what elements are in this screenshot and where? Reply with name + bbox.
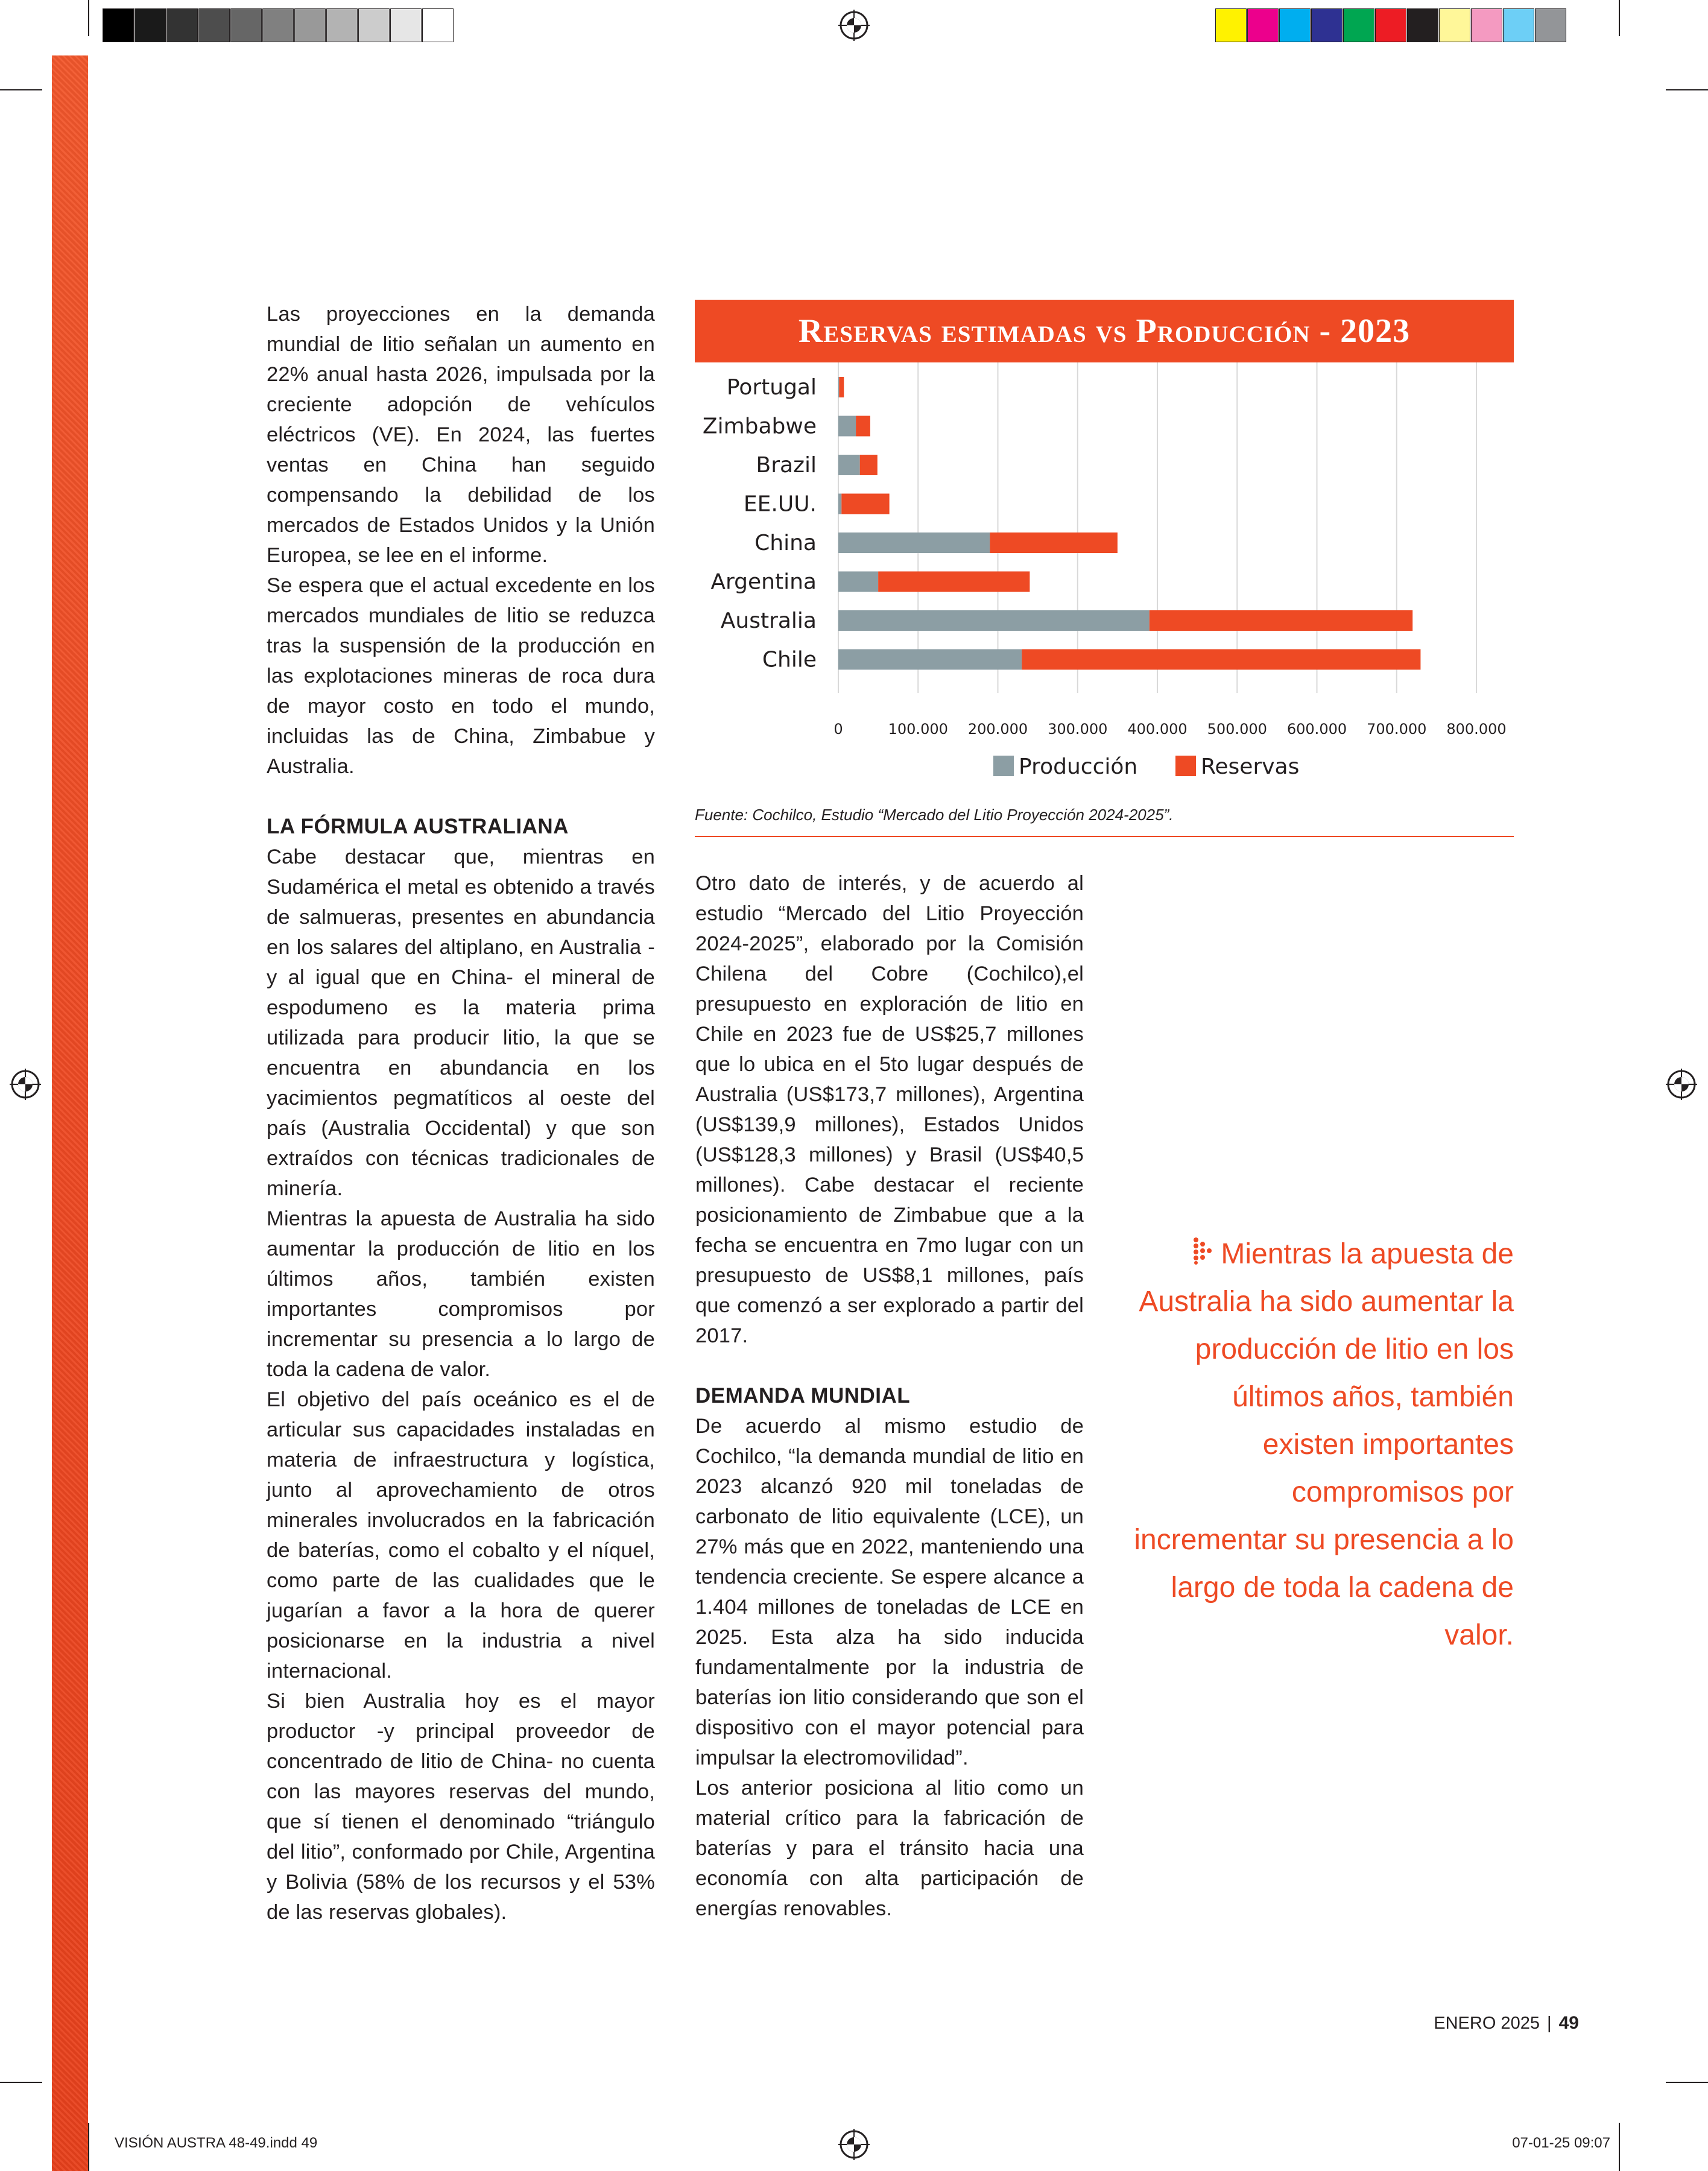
section-heading: LA FÓRMULA AUSTRALIANA (267, 815, 569, 838)
category-label: Brazil (756, 453, 817, 478)
crop-mark (1619, 2123, 1620, 2171)
bar-produccin-portugal (838, 377, 839, 397)
registration-mark-icon (1666, 1069, 1697, 1100)
body-paragraph: Otro dato de interés, y de acuerdo al estudio “Mercado del Litio Proyección 2024-2025”, elaborado por la Comisión Chilena del Cobre (Cochilco),el presupuesto en exploración de litio en Chile en 2023 fue de US$25,7 millones que lo ubica en el 5to lugar después de Australia (US$173,7 millones), Argentina (US$139,9 millones), Estados Unidos (US$128,3 millones) y Brasil (US$40,5 millones). Cabe destacar el reciente posicionamiento de Zimbabue que a la fecha se encuentra en 7mo lugar con un presupuesto de US$8,1 millones, país que comenzó a ser explorado a partir del 2017. (695, 872, 1084, 1347)
color-swatch (1247, 8, 1279, 42)
body-paragraph: Mientras la apuesta de Australia ha sido aumentar la producción de litio en los últimos años, también existen importantes compromisos por incrementar su presencia a lo largo de toda la cadena de valor. (267, 1207, 655, 1381)
x-tick-label: 0 (833, 721, 843, 738)
left-article-column (267, 299, 655, 1927)
legend-swatch (1175, 756, 1196, 776)
body-paragraph: Si bien Australia hoy es el mayor productor -y principal proveedor de concentrado de litio de China- no cuenta con las mayores reservas del mundo, que sí tienen el denominado “triángulo del litio”, conformado por Chile, Argentina y Bolivia (58% de los recursos y el 53% de las reservas globales). (267, 1690, 655, 1924)
crop-mark (88, 0, 89, 36)
category-label: EE.UU. (743, 491, 817, 517)
page-number: 49 (1558, 2013, 1579, 2033)
registration-mark-icon (10, 1069, 41, 1100)
bar-produccin-eeuu (838, 494, 841, 514)
legend-swatch (993, 756, 1014, 776)
x-tick-label: 400.000 (1127, 721, 1188, 738)
bar-reservas-argentina (878, 572, 1030, 592)
x-tick-label: 700.000 (1367, 721, 1427, 738)
gray-swatch (103, 8, 134, 42)
body-paragraph: Cabe destacar que, mientras en Sudamérica el metal es obtenido a través de salmueras, presentes en abundancia en los salares del altiplano, en Australia -y al igual que en China- el mineral de espodumeno es la materia prima utilizada para producir litio, la que se encuentra en abundancia en los yacimientos pegmatíticos al oeste del país (Australia Occidental) y que son extraídos con técnicas tradicionales de minería. (267, 845, 655, 1200)
divider (695, 836, 1514, 837)
category-label: China (754, 531, 817, 555)
chart-title: Reservas estimadas vs Producción - 2023 (695, 300, 1514, 362)
body-paragraph: Se espera que el actual excedente en los mercados mundiales de litio se reduzca tras la suspensión de la producción en las explotaciones mineras de roca dura de mayor costo en todo el mundo, incluidas las de China, Zimbabue y Australia. (267, 574, 655, 778)
page-footer (1434, 2013, 1579, 2034)
bar-reservas-china (990, 532, 1118, 553)
x-tick-label: 500.000 (1207, 721, 1267, 738)
color-swatch (1343, 8, 1374, 42)
gray-swatch (230, 8, 262, 42)
bar-reservas-eeuu (841, 494, 889, 514)
gray-swatch (390, 8, 422, 42)
registration-mark-icon (838, 2129, 870, 2160)
gray-swatch (134, 8, 166, 42)
chart-source-note: Fuente: Cochilco, Estudio “Mercado del Litio Proyección 2024-2025”. (695, 806, 1174, 824)
print-slug-file: VISIÓN AUSTRA 48-49.indd 49 (115, 2135, 318, 2151)
section-heading: DEMANDA MUNDIAL (695, 1384, 911, 1408)
color-swatch (1407, 8, 1438, 42)
body-paragraph: De acuerdo al mismo estudio de Cochilco, “la demanda mundial de litio en 2023 alcanzó 920 mil toneladas de carbonato de litio equivalente (LCE), un 27% más que en 2022, manteniendo una tendencia creciente. Se espere alcance a 1.404 millones de toneladas de LCE en 2025. Esta alza ha sido inducida fundamentalmente por la industria de baterías ion litio considerando que son el dispositivo con el mayor potencial para impulsar la electromovilidad”. (695, 1415, 1084, 1769)
crop-mark (1666, 2082, 1708, 2083)
quote-dots-icon (1193, 1237, 1217, 1265)
process-color-bar (1215, 8, 1567, 43)
color-swatch (1375, 8, 1406, 42)
color-swatch (1279, 8, 1311, 42)
legend-label: Producción (1019, 754, 1138, 779)
color-swatch (1535, 8, 1566, 42)
pull-quote-text: Mientras la apuesta de Australia ha sido aumentar la producción de litio en los últimos años, también existen importantes compromisos por incrementar su presencia a lo largo de toda la cadena de valor. (1134, 1238, 1514, 1651)
color-swatch (1215, 8, 1247, 42)
registration-mark-icon (838, 10, 870, 41)
gray-swatch (294, 8, 326, 42)
pull-quote (1134, 1230, 1514, 1659)
color-swatch (1503, 8, 1534, 42)
body-paragraph: Las proyecciones en la demanda mundial de litio señalan un aumento en 22% anual hasta 2026, impulsada por la creciente adopción de vehículos eléctricos (VE). En 2024, las fuertes ventas en China han seguido compensando la debilidad de los mercados de Estados Unidos y la Unión Europea, se lee en el informe. (267, 303, 655, 567)
category-label: Zimbabwe (702, 414, 817, 439)
gray-swatch (358, 8, 390, 42)
crop-mark (1619, 0, 1620, 36)
gray-swatch (198, 8, 230, 42)
category-label: Argentina (710, 569, 817, 595)
print-slug-timestamp: 07-01-25 09:07 (1512, 2135, 1610, 2151)
bar-produccin-china (838, 532, 990, 553)
reserves-production-chart (695, 362, 1514, 785)
legend-label: Reservas (1201, 754, 1300, 779)
bar-produccin-brazil (838, 455, 860, 475)
crop-mark (88, 2123, 89, 2171)
category-label: Portugal (726, 375, 817, 400)
bar-produccin-chile (838, 649, 1022, 670)
bar-produccin-argentina (838, 572, 878, 592)
gray-swatch (262, 8, 294, 42)
category-label: Chile (762, 647, 817, 672)
x-tick-label: 800.000 (1446, 721, 1507, 738)
orange-side-strip (52, 55, 88, 2171)
x-tick-label: 100.000 (888, 721, 948, 738)
x-tick-label: 600.000 (1286, 721, 1347, 738)
crop-mark (0, 89, 42, 90)
bar-reservas-australia (1150, 610, 1412, 631)
gray-swatch (326, 8, 358, 42)
issue-date: ENERO 2025 (1434, 2014, 1540, 2033)
body-paragraph: Los anterior posiciona al litio como un material crítico para la fabricación de baterías y para el tránsito hacia una economía con alta participación de energías renovables. (695, 1777, 1084, 1920)
bar-reservas-portugal (839, 377, 844, 397)
color-swatch (1439, 8, 1470, 42)
x-tick-label: 300.000 (1048, 721, 1108, 738)
bar-reservas-chile (1022, 649, 1420, 670)
footer-separator: | (1547, 2014, 1552, 2033)
right-article-column (695, 868, 1084, 1924)
color-swatch (1311, 8, 1343, 42)
bar-reservas-brazil (860, 455, 878, 475)
body-paragraph: El objetivo del país oceánico es el de articular sus capacidades instaladas en materia de infraestructura y logística, junto al aprovechamiento de otros minerales involucrados en la fabricación de baterías, como el cobalto y el níquel, como parte de las cualidades que le jugarían a favor a la hora de querer posicionarse en la industria a nivel internacional. (267, 1388, 655, 1683)
bar-produccin-zimbabwe (838, 416, 856, 437)
bar-reservas-zimbabwe (856, 416, 870, 437)
x-tick-label: 200.000 (967, 721, 1028, 738)
bar-produccin-australia (838, 610, 1150, 631)
color-swatch (1471, 8, 1502, 42)
gray-swatch (166, 8, 198, 42)
gray-swatch (422, 8, 454, 42)
category-label: Australia (720, 608, 817, 633)
crop-mark (1666, 89, 1708, 90)
crop-mark (0, 2082, 42, 2083)
grayscale-color-bar (103, 8, 454, 43)
